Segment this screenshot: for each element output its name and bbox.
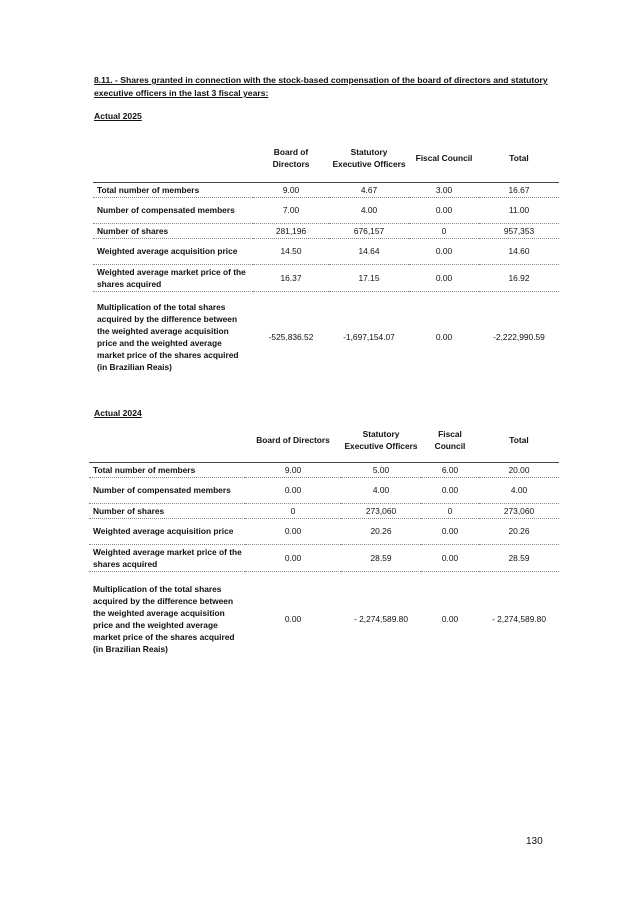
row-label: Multiplication of the total shares acquired by the difference between the weighted average acquisition price and the weighted average market price of the shares acquired (in Brazilian Reais)	[97, 302, 239, 373]
cell-value: 273,060	[479, 503, 559, 518]
cell-value: 0.00	[421, 518, 479, 544]
cell-value: 16.37	[253, 264, 329, 291]
row-label: Number of compensated members	[93, 197, 253, 223]
cell-value: - 2,274,589.80	[353, 614, 409, 625]
cell-value: 281,196	[253, 223, 329, 238]
cell-value: 4.00	[479, 477, 559, 503]
row-label: Weighted average market price of the shares acquired	[93, 264, 253, 291]
cell-value: 0.00	[421, 477, 479, 503]
cell-value: 9.00	[253, 182, 329, 197]
row-label: Number of compensated members	[89, 477, 245, 503]
table-header-row	[93, 134, 559, 182]
header-fiscal-council: Fiscal Council	[421, 419, 479, 462]
cell-value: 17.15	[329, 264, 409, 291]
cell-value: 0.00	[435, 332, 453, 343]
cell-value: 6.00	[421, 462, 479, 477]
cell-value: 20.26	[341, 518, 421, 544]
cell-value: 5.00	[341, 462, 421, 477]
cell-value: 28.59	[479, 544, 559, 571]
cell-value: 0.00	[421, 544, 479, 571]
cell-value: 16.67	[479, 182, 559, 197]
cell-value: 28.59	[341, 544, 421, 571]
row-label: Total number of members	[89, 462, 245, 477]
header-total: Total	[479, 419, 559, 462]
cell-value: 0.00	[409, 197, 479, 223]
cell-value: 14.50	[253, 238, 329, 264]
table-row	[89, 477, 559, 503]
table-row	[93, 182, 559, 197]
row-label: Total number of members	[93, 182, 253, 197]
cell-value: 7.00	[253, 197, 329, 223]
header-cell	[89, 419, 245, 462]
shares-table-2025	[93, 134, 559, 383]
cell-value: 0.00	[245, 477, 341, 503]
header-statutory-executive-officers: Statutory Executive Officers	[341, 419, 421, 462]
table-row	[89, 571, 559, 667]
row-label: Weighted average market price of the shares acquired	[89, 544, 245, 571]
table-row	[93, 223, 559, 238]
table-row	[93, 238, 559, 264]
cell-value: 0.00	[245, 518, 341, 544]
cell-value: -1,697,154.07	[343, 332, 395, 343]
header-total: Total	[479, 134, 559, 182]
row-label: Multiplication of the total shares acquired by the difference between the weighted average acquisition price and the weighted average market price of the shares acquired (in Brazilian Reais)	[93, 584, 235, 655]
table-row	[93, 197, 559, 223]
header-board-of-directors: Board of Directors	[245, 419, 341, 462]
cell-value: 0.00	[245, 544, 341, 571]
cell-value: 676,157	[329, 223, 409, 238]
cell-value: 0.00	[409, 238, 479, 264]
cell-value: 16.92	[479, 264, 559, 291]
cell-value: -525,836.52	[268, 332, 314, 343]
cell-value: 20.00	[479, 462, 559, 477]
table-header-row	[89, 419, 559, 462]
row-label: Number of shares	[93, 223, 253, 238]
table-row	[93, 264, 559, 291]
header-cell	[93, 134, 253, 182]
cell-value: 14.64	[329, 238, 409, 264]
table-row	[89, 518, 559, 544]
cell-value: 20.26	[479, 518, 559, 544]
row-label: Weighted average acquisition price	[89, 518, 245, 544]
cell-value: 0.00	[409, 264, 479, 291]
table-row	[89, 503, 559, 518]
cell-value: - 2,274,589.80	[491, 614, 547, 625]
page-number: 130	[526, 836, 543, 847]
shares-table-2024	[89, 419, 559, 667]
cell-value: 11.00	[479, 197, 559, 223]
cell-value: 0.00	[441, 614, 459, 625]
cell-value: 957,353	[479, 223, 559, 238]
cell-value: 9.00	[245, 462, 341, 477]
table-row	[89, 544, 559, 571]
section-title-2025: Actual 2025	[94, 111, 142, 121]
header-statutory-executive-officers: Statutory Executive Officers	[329, 134, 409, 182]
row-label: Weighted average acquisition price	[93, 238, 253, 264]
cell-value: 3.00	[409, 182, 479, 197]
cell-value: 0.00	[284, 614, 302, 625]
section-title-2024: Actual 2024	[94, 408, 142, 418]
cell-value: 4.00	[341, 477, 421, 503]
row-label: Number of shares	[89, 503, 245, 518]
cell-value: -2,222,990.59	[493, 332, 545, 343]
header-fiscal-council: Fiscal Council	[409, 134, 479, 182]
cell-value: 14.60	[479, 238, 559, 264]
section-heading: 8.11. - Shares granted in connection with the stock-based compensation of the board of directors and statutory executive officers in the last 3 fiscal years:	[94, 75, 548, 98]
cell-value: 0	[409, 223, 479, 238]
cell-value: 0	[421, 503, 479, 518]
header-board-of-directors: Board of Directors	[253, 134, 329, 182]
table-row	[89, 462, 559, 477]
cell-value: 0	[245, 503, 341, 518]
cell-value: 4.67	[329, 182, 409, 197]
cell-value: 4.00	[329, 197, 409, 223]
table-row	[93, 291, 559, 383]
cell-value: 273,060	[341, 503, 421, 518]
